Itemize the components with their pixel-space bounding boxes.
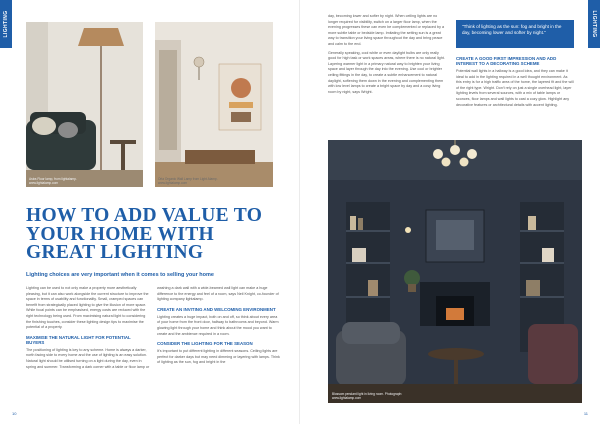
section-heading: CREATE AN INVITING AND WELCOMING ENVIRONMENT: [157, 306, 276, 312]
left-column-1: [26, 286, 150, 373]
living-room-illustration: [26, 22, 143, 187]
section-heading: MAXIMISE THE NATURAL LIGHT FOR POTENTIAL BUYERS: [26, 334, 131, 345]
photo3-caption: Blossom pendant light in living room. Photograph: www.lightalamp.com: [332, 392, 403, 400]
dark-living-room-photo: [328, 140, 582, 403]
section-tab-label: LIGHTING: [591, 10, 597, 38]
left-column-2: [157, 286, 281, 369]
photo1-caption: Astra Floor lamp, from lightalamp. www.lightalamp.com: [29, 177, 77, 185]
living-room-photo: [26, 22, 143, 187]
dark-living-room-illustration: [328, 140, 582, 403]
body-paragraph: Potential wall lights in a hallway is a good idea, and they can make it ideal to add in the lighting required in a well thought environment. As this entry is for a high traffic area of the home, the layered fit and the will of the right type. Wright. Don't rely on just a single overhead light, layer lighting levels from several sources, with a mix of table lamps or sconces, floor lamps and wall lights to cast a cozy glow. Highlight any decorative features or architectural details with accent lighting.: [456, 69, 574, 107]
article-headline: HOW TO ADD VALUE TO YOUR HOME WITH GREAT LIGHTING: [26, 205, 263, 263]
section-heading: CONSIDER THE LIGHTING FOR THE SEASON: [157, 341, 253, 347]
body-paragraph: washing a dark wall with a wide-beamed wall light can make a huge difference to the energy and feel of a room, says Neil Knight, co-founder of lighting company lightalamp.: [157, 286, 279, 302]
wall-lamp-photo: [155, 22, 273, 187]
body-paragraph: Lighting can be used to not only make a property more aesthetically pleasing, but it can also work alongside the current structure to improve the space in terms of usability and functionality. Small, cramped spaces can benefit from strategically placed lighting to give the illusion of more space. While focal points can be emphasised, energy costs are reduced with the right technology being used. From maximising natural light to considering the finishing touches, consider these lighting design tips to maximise the potential of a property.: [26, 286, 149, 330]
body-paragraph: Lighting creates a huge impact, both on and off, so think about every area of your home from the front door, hallway to bathrooms and beyond. Warm glowing light through your home and think about the mood you want to create and the ambience required in a room.: [157, 314, 279, 336]
page-number-right: 11: [583, 411, 588, 416]
body-paragraph: The positioning of lighting is key to any scheme. Home is always a darker, north facing side to every home and the use of lighting is an easy solution. Natural light should be utilised turning on a light during the day, even in spring and summer. Transforming a dark corner with a table or floor lamp or: [26, 347, 150, 369]
page-number-left: 10: [12, 411, 17, 416]
body-paragraph: Generally speaking, cool white or even daylight bulbs are only really good for high task or work spaces areas, where there is no natural light. Layering warmer light in a primary natural way to brighten your living space and layer through the day into the evening. Use cool or brighter ceiling fittings in the day, to create a subtle enhancement to natural daylight, softening them down in the evening and complementing them with low level lamps to create a bright space by day and a cosy living room by night, says Wright.: [328, 50, 445, 94]
body-paragraph: day, becoming lower and softer by night. When ceiling lights are no longer required for visibility, switch on a larger floor lamp, when the evening progresses these can even be complemented or replaced by a more subtle table or bedside lamp. Imitating the setting sun is a great way to transition your living space throughout the day and bring peace and calm to the end.: [328, 14, 445, 46]
section-heading: CREATE A GOOD FIRST IMPRESSION AND ADD INTEREST TO A DECORATING SCHEME: [456, 56, 557, 66]
pull-quote: "Think of lighting as the sun: fog and bright in the day, becoming lower and softer by night.": [456, 20, 574, 48]
wall-lamp-illustration: [155, 22, 273, 187]
section-tab-label: LIGHTING: [3, 10, 9, 38]
right-column-1: [328, 14, 446, 98]
right-column-2: [456, 52, 574, 111]
section-tab-right: [588, 0, 600, 48]
photo2-caption: Orla Organic Wall Lamp from Light Alamp. www.lightalamp.com: [158, 177, 218, 185]
body-paragraph: It's important to put different lighting in different seasons. Ceiling lights are perfect for darker days but may need dimming or layering with lamps. Think of lighting as the sun, fog and bright in the: [157, 349, 280, 365]
section-tab-left: [0, 0, 12, 48]
article-subheading: Lighting choices are very important when it comes to selling your home: [26, 272, 214, 278]
